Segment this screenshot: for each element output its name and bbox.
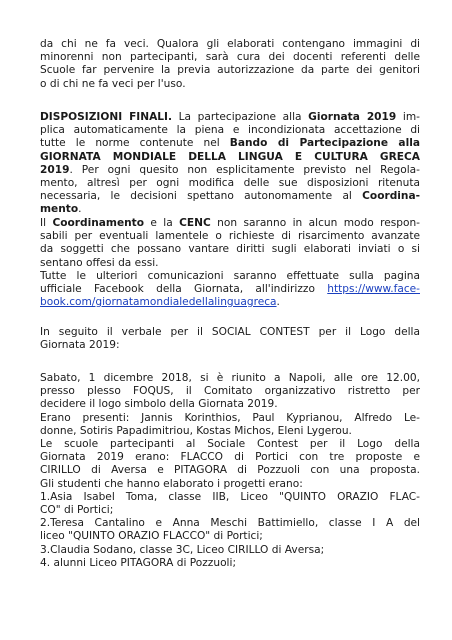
text-line: mento. <box>40 203 82 216</box>
text-line: o di chi ne fa veci per l'uso. <box>40 77 186 90</box>
list-item-continued: CO" di Portici; <box>40 504 114 517</box>
text-line: necessaria, le decisioni spettano autonomamente al Coordina- <box>40 190 420 203</box>
paragraph-final-provisions <box>40 111 420 217</box>
text-line: da chi ne fa veci. Qualora gli elaborati contengano immagini di <box>40 38 420 50</box>
text-line: ufficiale Facebook della Giornata, all'indirizzo https://www.face- <box>40 283 420 296</box>
text-line: minorenni non partecipanti, sarà cura dei docenti referenti delle <box>40 51 420 64</box>
text-line: Gli studenti che hanno elaborato i progetti erano: <box>40 477 303 490</box>
facebook-link[interactable]: https://www.face- <box>327 283 420 296</box>
text-line: presso plesso FOQUS, il Comitato organizzativo ristretto per <box>40 385 420 398</box>
text-line: Tutte le ulteriori comunicazioni saranno effettuate sulla pagina <box>40 269 420 282</box>
paragraph-liability <box>40 217 420 309</box>
text-line: Giornata 2019 erano: FLACCO di Portici con tre proposte e <box>40 451 420 464</box>
paragraph-verbale <box>40 372 420 570</box>
text-line: decidere il logo simbolo della Giornata 2019. <box>40 398 278 411</box>
text-line: donne, Sotiris Papadimitriou, Kostas Michos, Eleni Lygerou. <box>40 424 352 437</box>
text-line: Le scuole partecipanti al Sociale Contest per il Logo della <box>40 438 420 451</box>
list-item: 3.Claudia Sodano, classe 3C, Liceo CIRILLO di Aversa; <box>40 543 325 556</box>
list-item: 2.Teresa Cantalino e Anna Meschi Battimiello, classe I A del <box>40 517 420 530</box>
text-line: 2019. Per ogni quesito non esplicitamente previsto nel Regola- <box>40 163 420 176</box>
section-heading: DISPOSIZIONI FINALI. <box>40 111 173 123</box>
list-item: 4. alunni Liceo PITAGORA di Pozzuoli; <box>40 556 237 569</box>
text-line: mento, altresì per ogni modifica delle sue disposizioni ritenuta <box>40 177 420 190</box>
text-line: sentano offesi da essi. <box>40 256 159 269</box>
text-line: CIRILLO di Aversa e PITAGORA di Pozzuoli con una proposta. <box>40 464 420 477</box>
list-item: 1.Asia Isabel Toma, classe IIB, Liceo "QUINTO ORAZIO FLAC- <box>40 490 420 503</box>
paragraph-verbale-intro <box>40 326 420 352</box>
text-line: tutte le norme contenute nel Bando di Partecipazione alla <box>40 137 420 150</box>
text-line: DISPOSIZIONI FINALI. La partecipazione alla Giornata 2019 im- <box>40 111 420 123</box>
text-line: Giornata 2019: <box>40 339 120 352</box>
text-line: sabili per eventuali lamentele o richieste di risarcimento avanzate <box>40 230 420 243</box>
text-line: GIORNATA MONDIALE DELLA LINGUA E CULTURA GRECA <box>40 150 420 163</box>
text-line: book.com/giornatamondialedellalinguagreca. <box>40 296 280 309</box>
text-line: In seguito il verbale per il SOCIAL CONTEST per il Logo della <box>40 326 420 338</box>
text-line: Il Coordinamento e la CENC non saranno in alcun modo respon- <box>40 217 420 229</box>
text-line: plica automaticamente la piena e incondizionata accettazione di <box>40 124 420 137</box>
text-line: Scuole far pervenire la previa autorizzazione da parte dei genitori <box>40 64 420 77</box>
text-line: da soggetti che possano vantare diritti sugli elaborati inviati o si <box>40 243 420 256</box>
paragraph-consent <box>40 38 420 91</box>
text-line: Erano presenti: Jannis Korinthios, Paul Kyprianou, Alfredo Le- <box>40 411 420 424</box>
text-line: Sabato, 1 dicembre 2018, si è riunito a Napoli, alle ore 12.00, <box>40 372 420 384</box>
list-item-continued: liceo "QUINTO ORAZIO FLACCO" di Portici; <box>40 530 263 543</box>
facebook-link-continued[interactable]: book.com/giornatamondialedellalinguagreca <box>40 296 277 309</box>
